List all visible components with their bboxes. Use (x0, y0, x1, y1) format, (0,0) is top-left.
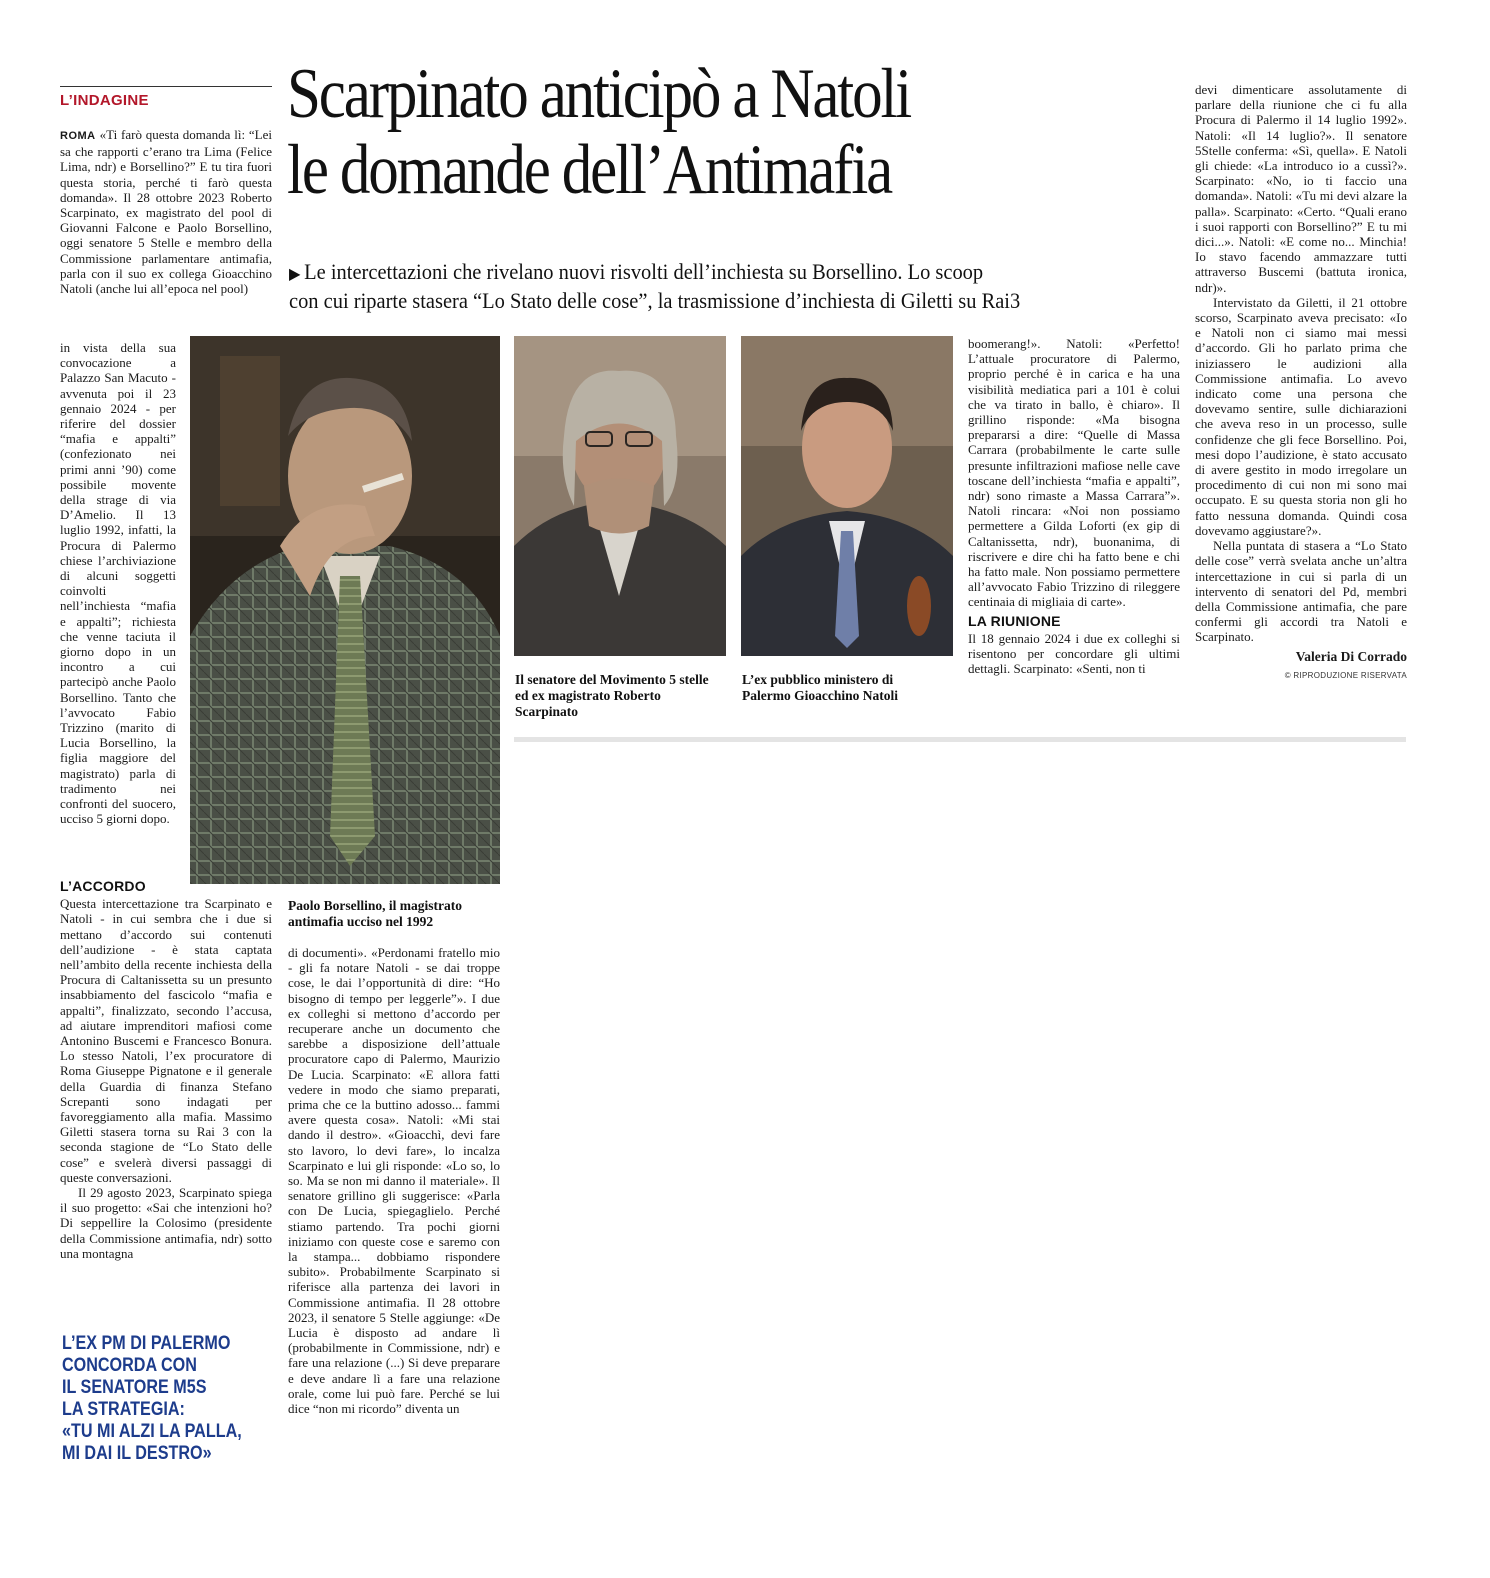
photo-borsellino (190, 336, 500, 884)
bottom-rule (514, 737, 1406, 742)
column-1-bottom (60, 875, 272, 1261)
column-3 (968, 336, 1180, 676)
col3-paragraph-1: boomerang!». Natoli: «Perfetto! L’attuale procuratore di Palermo, proprio perché è in carica e ha una visibilità mediatica pari a 101 è colui che va tirato in ballo, è chiaro». Il grillino risponde: «Ma bisogna prepararsi a dire: “Quelle di Massa Carrara (probabilmente le carte sulle presunte infiltrazioni mafiose nelle cave toscane dell’inchiesta “mafia e appalti”, ndr) sono rimaste a Massa Carrara”». Natoli rincara: «Noi non possiamo permettere a Gilda Loforti (ex gip di Caltanissetta, ndr), buonanima, di riscrivere e dire chi ha fatto bene e chi ha fatto male. Non possiamo permettere all’avvocato Fabio Trizzino di rileggere centinaia di migliaia di carte». (968, 336, 1180, 610)
col3-paragraph-2: Il 18 gennaio 2024 i due ex colleghi si risentono per concordare gli ultimi dettagli. Scarpinato: «Senti, non ti (968, 630, 1180, 677)
pull-quote-line: IL SENATORE M5S (62, 1377, 207, 1398)
headline-line-2: le domande dell’Antimafia (287, 131, 892, 209)
column-2 (288, 945, 500, 1416)
photo-natoli (741, 336, 953, 656)
scarpinato-portrait (514, 336, 726, 656)
caption-natoli: L’ex pubblico ministero di Palermo Gioacchino Natoli (742, 672, 898, 703)
caption-borsellino: Paolo Borsellino, il magistrato antimafia ucciso nel 1992 (288, 898, 462, 929)
subhead-accordo: L’ACCORDO (60, 878, 146, 894)
headline (287, 56, 1156, 208)
pull-quote-line: LA STRATEGIA: (62, 1399, 185, 1420)
natoli-portrait (741, 336, 953, 656)
col1-paragraph-3: Il 29 agosto 2023, Scarpinato spiega il suo progetto: «Sai che intenzioni ho? Di seppellire la Colosimo (presidente della Commissione antimafia, ndr) sotto una montagna (60, 1185, 272, 1261)
photo-scarpinato (514, 336, 726, 656)
summary-line-1: Le intercettazioni che rivelano nuovi risvolti dell’inchiesta su Borsellino. Lo scoop (304, 259, 984, 284)
col4-paragraph-2: Intervistato da Giletti, il 21 ottobre scorso, Scarpinato aveva precisato: «Io e Natoli non ci siamo mai messi d’accordo. Gli ho parlato prima che iniziassero le audizioni alla Commissione antimafia. Lo avevo indicato come una persona che dovevamo sentire, sulle dichiarazioni che aveva reso in un processo, sulle confidenze che gli fece Borsellino. Poi, mesi dopo l’audizione, è stato accusato di avere gestito in modo irregolare un procedimento di cui non mi sono mai occupato. E su questa storia non gli ho fatto nessuna domanda. Quindi cosa dovevamo aggiustare?». (1195, 294, 1407, 538)
caption-scarpinato: Il senatore del Movimento 5 stelle ed ex magistrato Roberto Scarpinato (515, 672, 709, 719)
dateline: ROMA (60, 130, 96, 142)
col1-paragraph-2: Questa intercettazione tra Scarpinato e Natoli - in cui sembra che i due si mettano d’accordo sui contenuti dell’audizione - è stata captata nell’ambito della recente inchiesta della Procura di Caltanissetta su un presunto insabbiamento del fascicolo “mafia e appalti”, finalizzato, secondo l’accusa, ad aiutare imprenditori mafiosi come Antonino Buscemi e Francesco Bonura. Lo stesso Natoli, l’ex procuratore di Roma Giuseppe Pignatone e il generale della Guardia di finanza Stefano Screpanti sono indagati per favoreggiamento alla mafia. Massimo Giletti stasera torna su Rai 3 con la seconda stagione de “Lo Stato delle cose” e svelerà diversi passaggi di queste conversazioni. (60, 896, 272, 1185)
pull-quote-line: CONCORDA CON (62, 1355, 197, 1376)
triangle-bullet-icon: ▶ (289, 264, 301, 283)
column-1-top (60, 127, 272, 296)
column-4 (1195, 82, 1407, 683)
col1-paragraph-1: «Ti farò questa domanda lì: “Lei sa che rapporti c’erano tra Lima (Felice Lima, ndr) e Borsellino?” E tu tira fuori questa storia, perché ti farò questa domanda». Il 28 ottobre 2023 Roberto Scarpinato, ex magistrato del pool di Giovanni Falcone e Paolo Borsellino, oggi senatore 5 Stelle e membro della Commissione parlamentare antimafia, parla con il suo ex collega Gioacchino Natoli (anche lui all’epoca nel pool) (60, 127, 272, 297)
column-1-narrow (60, 340, 176, 827)
pull-quote-line: L’EX PM DI PALERMO (62, 1333, 231, 1354)
subhead-riunione: LA RIUNIONE (968, 612, 1061, 629)
section-kicker: L’INDAGINE (60, 92, 149, 109)
headline-line-1: Scarpinato anticipò a Natoli (287, 55, 911, 133)
pull-quote-line: «TU MI ALZI LA PALLA, (62, 1421, 242, 1442)
borsellino-portrait (190, 336, 500, 884)
pull-quote (62, 1333, 266, 1465)
byline: Valeria Di Corrado (1295, 648, 1407, 664)
summary-line-2: con cui riparte stasera “Lo Stato delle cose”, la trasmissione d’inchiesta di Giletti su Rai3 (289, 288, 1021, 313)
col4-paragraph-1: devi dimenticare assolutamente di parlare della riunione che ci fu alla Procura di Palermo il 14 luglio 1992». Natoli: «Il 14 luglio?». Il senatore 5Stelle conferma: «Sì, quella». E Natoli gli chiede: «La introduco io a cussì?». Scarpinato: «No, io ti faccio una domanda». Natoli: «Tu mi devi alzare la palla». Scarpinato: «Certo. “Quali erano i suoi rapporti con Borsellino?” E tu mi dici...». Natoli: «E come no... Minchia! Io stavo facendo ammazzare tutti attraverso Buscemi (battuta ironica, ndr)». (1195, 82, 1407, 295)
col2-paragraph-1: di documenti». «Perdonami fratello mio - gli fa notare Natoli - se dai troppe cose, le dai l’opportunità di dire: “Ho bisogno di tempo per leggerle”». I due ex colleghi si mettono d’accordo per recuperare anche un documento che sarebbe a disposizione dell’attuale procuratore capo di Palermo, Maurizio De Lucia. Scarpinato: «E allora fatti vedere in modo che siamo preparati, prima che ce la buttino adosso... fammi avere questa cosa». Natoli: «Mi stai dando il destro». «Gioacchì, devi fare sto lavoro, lo devi fare», lo incalza Scarpinato e lui gli risponde: «Lo so, lo so. Ma se non mi danno il materiale». Il senatore grillino gli suggerisce: «Parla con De Lucia, spiegaglielo. Perché stiamo partendo. Tra pochi giorni iniziamo con queste cose e saremo con la stampa... dobbiamo rispondere subito». Probabilmente Scarpinato si riferisce alla partenza dei lavori in Commissione antimafia. Il 28 ottobre 2023, il senatore 5 Stelle aggiunge: «De Lucia è disposto ad andare lì (probabilmente in Commissione, ndr) e fare una relazione (...) Si deve preparare e deve andare lì a fare una relazione orale, come lui può fare. Perché se lui dice “non mi ricordo” diventa un (288, 945, 500, 1417)
summary (289, 258, 1182, 314)
col4-paragraph-3: Nella puntata di stasera a “Lo Stato delle cose” verrà svelata anche un’altra intercettazione in cui si parla di un intervento di senatori del Pd, membri della Commissione antimafia, che pare confermi gli accordi tra Natoli e Scarpinato. (1195, 538, 1407, 645)
col1-paragraph-1b: in vista della sua convocazione a Palazzo San Macuto - avvenuta poi il 23 gennaio 2024 - per riferire del dossier “mafia e appalti” (confezionato nei primi anni ’90) come possibile movente della strage di via D’Amelio. Il 13 luglio 1992, infatti, la Procura di Palermo chiese l’archiviazione di alcuni soggetti coinvolti nell’inchiesta “mafia e appalti”; richiesta che venne taciuta il giorno dopo in un incontro a cui partecipò anche Paolo Borsellino. Tanto che l’avvocato Fabio Trizzino (marito di Lucia Borsellino, la figlia maggiore del magistrato) parla di tradimento nei confronti del suocero, ucciso 5 giorni dopo. (60, 340, 176, 827)
copyright: © RIPRODUZIONE RISERVATA (1284, 670, 1407, 680)
pull-quote-line: MI DAI IL DESTRO» (62, 1443, 212, 1464)
kicker-rule (60, 86, 272, 87)
